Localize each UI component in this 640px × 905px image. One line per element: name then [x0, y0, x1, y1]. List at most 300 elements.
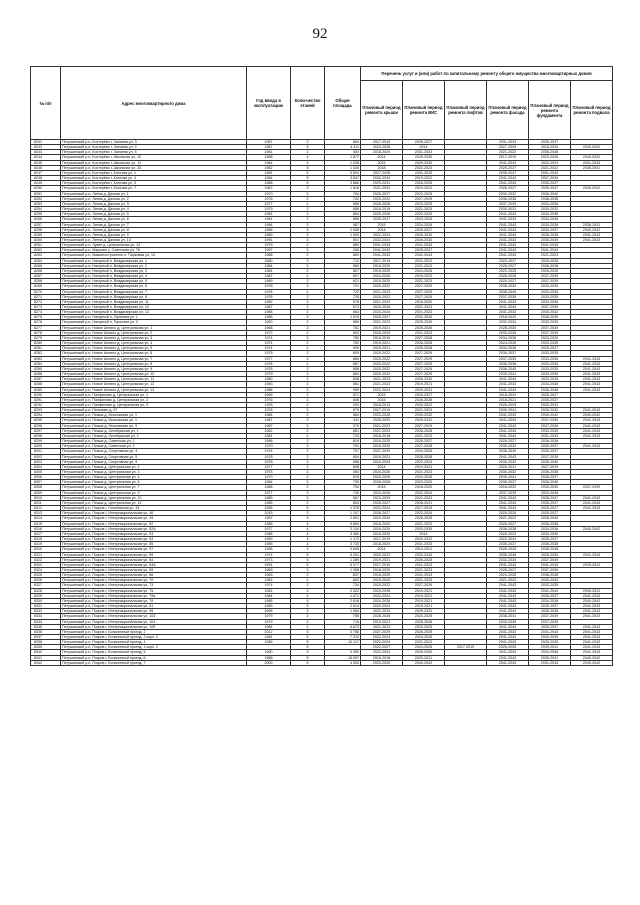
cell-roof: 2015 [361, 392, 403, 397]
cell-foundation: 2037-2039 [529, 279, 571, 284]
cell-facade: 2017-2019 [487, 155, 529, 160]
cell-vis: 2026-2028 [403, 397, 445, 402]
cell-address: Петушинский р-н, Покров г, Больничный проезд, 6 [61, 655, 247, 660]
cell-address: Петушинский р-н, Покров г, Интернациональная ул, 104 [61, 619, 247, 624]
cell-vis: 2027-2029 [403, 361, 445, 366]
cell-no: 8242 [31, 145, 61, 150]
cell-facade: 2030-2032 [487, 470, 529, 475]
cell-no: 8318 [31, 537, 61, 542]
cell-facade: 2026-2028 [487, 547, 529, 552]
cell-basement: 2041-2043 [571, 428, 613, 433]
cell-year: 1958 [247, 547, 291, 552]
cell-facade: 2036-2038 [487, 526, 529, 531]
cell-no: 8256 [31, 217, 61, 222]
cell-facade: 2030-2032 [487, 444, 529, 449]
cell-year: 1984 [247, 480, 291, 485]
cell-floors: 2 [291, 454, 325, 459]
cell-address: Петушинский р-н, Покров г, Больничный проезд, 4 [61, 640, 247, 645]
cell-roof: 2018-2020 [361, 521, 403, 526]
cell-area: 553 [325, 150, 361, 155]
cell-vis: 2024-2026 [403, 449, 445, 454]
cell-facade: 2041-2043 [487, 598, 529, 603]
cell-roof: 2021-2023 [361, 624, 403, 629]
cell-roof: 2024-2026 [361, 470, 403, 475]
cell-area: 370 [325, 423, 361, 428]
cell-no: 8279 [31, 335, 61, 340]
cell-roof: 2029-2031 [361, 181, 403, 186]
cell-address: Петушинский р-н, Покров г, Интернациональная ул, 64 [61, 557, 247, 562]
cell-facade: 2041-2043 [487, 588, 529, 593]
cell-address: Петушинский р-н, Нагорный п, Владимирская ул, 5 [61, 279, 247, 284]
cell-facade: 2037-2039 [487, 490, 529, 495]
cell-address: Петушинский р-н, Покров г, Интернациональная ул, 53 [61, 531, 247, 536]
cell-no: 8277 [31, 325, 61, 330]
cell-area: 721 [325, 284, 361, 289]
cell-foundation: 2036-2039 [529, 237, 571, 242]
cell-foundation: 2036-2038 [529, 150, 571, 155]
cell-address: Петушинский р-н, Липна д, Дачная ул, 7 [61, 222, 247, 227]
cell-area: 1 308 [325, 567, 361, 572]
cell-roof: 2021-2023 [361, 186, 403, 191]
cell-roof: 2022-2024 [361, 237, 403, 242]
cell-foundation: 2030-2031 [529, 402, 571, 407]
cell-roof: 2015 [361, 160, 403, 165]
cell-floors: 2 [291, 196, 325, 201]
cell-no: 8313 [31, 511, 61, 516]
cell-foundation: 2030-2032 [529, 578, 571, 583]
cell-basement: 2040-2042 [571, 660, 613, 665]
cell-roof: 2018-2014 [361, 402, 403, 407]
cell-foundation: 2039-2041 [529, 645, 571, 650]
cell-area: 764 [325, 191, 361, 196]
cell-roof: 2019-2021 [361, 325, 403, 330]
cell-no: 8338 [31, 640, 61, 645]
cell-year: 1990 [247, 320, 291, 325]
cell-basement: 2039-2041 [571, 562, 613, 567]
cell-no: 8245 [31, 160, 61, 165]
cell-roof: 2019-2020 [361, 268, 403, 273]
cell-vis: 2026-2028 [403, 557, 445, 562]
cell-foundation: 2036-2036 [529, 439, 571, 444]
cell-foundation: 2041-2043 [529, 588, 571, 593]
cell-address: Петушинский р-н, Панфилово д, Центральная ул, 3 [61, 402, 247, 407]
cell-year: 1970 [247, 475, 291, 480]
cell-floors: 5 [291, 145, 325, 150]
cell-area: 815 [325, 475, 361, 480]
cell-foundation: 2041-2043 [529, 248, 571, 253]
cell-no: 8307 [31, 480, 61, 485]
cell-basement: 2041-2043 [571, 160, 613, 165]
cell-roof: 2015 [361, 397, 403, 402]
cell-facade: 2018-2020 [487, 485, 529, 490]
cell-year: 1987 [247, 423, 291, 428]
cell-address: Петушинский р-н, Новое Аннино д, Центральная ул, 13 [61, 387, 247, 392]
cell-area: 10 117 [325, 640, 361, 645]
cell-roof: 2018-2020 [361, 567, 403, 572]
cell-roof: 2014 [361, 227, 403, 232]
cell-roof: 2024-2026 [361, 516, 403, 521]
cell-year: 1981 [247, 635, 291, 640]
cell-foundation: 2025-2027 [529, 392, 571, 397]
cell-address: Петушинский р-н, Панфилово д, Центральная ул, 1 [61, 392, 247, 397]
cell-vis: 2021-2023 [403, 567, 445, 572]
cell-foundation: 2033-2035 [529, 341, 571, 346]
cell-foundation: 2033-2035 [529, 377, 571, 382]
cell-floors: 2 [291, 573, 325, 578]
cell-vis: 2028-2030 [403, 237, 445, 242]
cell-foundation: 2034-2036 [529, 201, 571, 206]
cell-no: 8280 [31, 341, 61, 346]
cell-foundation: 2036-2038 [529, 263, 571, 268]
cell-roof: 2019-2021 [361, 454, 403, 459]
cell-facade: 2033-2035 [487, 619, 529, 624]
cell-floors: 2 [291, 578, 325, 583]
cell-roof: 2020-2022 [361, 356, 403, 361]
cell-floors: 2 [291, 418, 325, 423]
cell-year: 1974 [247, 341, 291, 346]
cell-roof: 2022-2024 [361, 604, 403, 609]
cell-basement: 2038-2041 [571, 222, 613, 227]
cell-area: 858 [325, 201, 361, 206]
cell-roof: 2019-2021 [361, 346, 403, 351]
cell-address: Петушинский р-н, Покров г, Интернациональная ул, 75 [61, 588, 247, 593]
cell-area: 3 866 [325, 181, 361, 186]
header-vis: Плановый период ремонта ВИС [403, 81, 445, 140]
cell-floors: 5 [291, 640, 325, 645]
cell-roof: 2017-2019 [361, 258, 403, 263]
cell-address: Петушинский р-н, Костерёво г, Школьная ул, 25 [61, 165, 247, 170]
cell-year: 1981 [247, 433, 291, 438]
cell-year: 1990 [247, 650, 291, 655]
cell-year: 1997 [247, 248, 291, 253]
cell-floors: 3 [291, 609, 325, 614]
header-area: Общая площадь [325, 67, 361, 140]
cell-floors: 5 [291, 604, 325, 609]
cell-facade: 2041-2043 [487, 377, 529, 382]
cell-area: 1 671 [325, 593, 361, 598]
cell-facade: 2031-2033 [487, 140, 529, 145]
cell-floors: 2 [291, 346, 325, 351]
cell-basement: 2041-2043 [571, 423, 613, 428]
cell-roof: 2019-2020 [361, 279, 403, 284]
cell-vis: 2021-2023 [403, 521, 445, 526]
cell-roof: 2021-2023 [361, 377, 403, 382]
cell-no: 8247 [31, 170, 61, 175]
cell-facade: 2041-2043 [487, 299, 529, 304]
cell-no: 8289 [31, 387, 61, 392]
cell-facade: 2041-2043 [487, 655, 529, 660]
cell-address: Петушинский р-н, Пекша д, Советская ул, 1 [61, 439, 247, 444]
cell-facade: 2039-2041 [487, 475, 529, 480]
cell-address: Петушинский р-н, Покров г, Больничный проезд, 2 [61, 629, 247, 634]
cell-basement: 2039-2041 [571, 588, 613, 593]
cell-floors: 2 [291, 480, 325, 485]
cell-no: 8252 [31, 196, 61, 201]
cell-floors: 2 [291, 377, 325, 382]
cell-year: 1970 [247, 444, 291, 449]
cell-roof: 2021-2023 [361, 289, 403, 294]
cell-year: 1978 [247, 284, 291, 289]
cell-floors: 2 [291, 382, 325, 387]
header-floors: Коли-чество этажей [291, 67, 325, 140]
cell-roof: 2027-2028 [361, 170, 403, 175]
cell-area: 268 [325, 248, 361, 253]
cell-area: 3 134 [325, 526, 361, 531]
cell-area: 673 [325, 305, 361, 310]
cell-year: 1986 [247, 439, 291, 444]
cell-address: Петушинский р-н, Покров г, Интернациональная ул, 70 [61, 578, 247, 583]
cell-no: 8278 [31, 330, 61, 335]
cell-area: 1 877 [325, 155, 361, 160]
cell-vis: 2018-2020 [403, 299, 445, 304]
cell-address: Петушинский р-н, Пекша д, Центральная ул, 2 [61, 464, 247, 469]
cell-foundation: 2037-2039 [529, 274, 571, 279]
cell-facade: 2025-2027 [487, 521, 529, 526]
cell-area: 959 [325, 387, 361, 392]
cell-roof: 2020-2022 [361, 583, 403, 588]
cell-vis: 2028-2030 [403, 232, 445, 237]
cell-no: 8308 [31, 485, 61, 490]
cell-roof: 2027-2029 [361, 629, 403, 634]
cell-no: 8332 [31, 609, 61, 614]
cell-elevators: 2017-2019 [445, 645, 487, 650]
cell-floors: 5 [291, 557, 325, 562]
cell-facade: 2025-2027 [487, 279, 529, 284]
cell-area: 3 260 [325, 650, 361, 655]
cell-address: Петушинский р-н, Нагорный п, Владимирская ул, 11 [61, 299, 247, 304]
cell-facade: 2030-2032 [487, 459, 529, 464]
cell-floors: 5 [291, 170, 325, 175]
cell-vis: 2027-2029 [403, 294, 445, 299]
cell-roof: 2022-2024 [361, 232, 403, 237]
cell-basement: 2041-2043 [571, 408, 613, 413]
cell-vis: 2021-2023 [403, 408, 445, 413]
cell-floors: 2 [291, 248, 325, 253]
cell-foundation: 2035-2037 [529, 537, 571, 542]
cell-roof: 2021-2023 [361, 382, 403, 387]
cell-foundation: 2034-2036 [529, 490, 571, 495]
cell-facade: 2041-2043 [487, 562, 529, 567]
cell-area: 3 730 [325, 542, 361, 547]
cell-year: 1985 [247, 542, 291, 547]
cell-year: 1979 [247, 372, 291, 377]
cell-facade: 2035-2037 [487, 170, 529, 175]
cell-foundation: 2037-2039 [529, 454, 571, 459]
cell-vis: 2029-2030 [403, 155, 445, 160]
cell-vis: 2029-2031 [403, 418, 445, 423]
cell-year: 1980 [247, 258, 291, 263]
cell-vis: 2029-2030 [403, 160, 445, 165]
cell-roof: 2022-2024 [361, 593, 403, 598]
cell-year: 1993 [247, 402, 291, 407]
cell-vis: 2024-2026 [403, 635, 445, 640]
cell-foundation: 2041-2043 [529, 660, 571, 665]
cell-roof: 2020-2022 [361, 552, 403, 557]
cell-address: Петушинский р-н, Покров г, Интернациональная ул, 105 [61, 624, 247, 629]
cell-area: 819 [325, 439, 361, 444]
cell-area: 3 788 [325, 629, 361, 634]
table-row [31, 660, 613, 665]
cell-address: Петушинский р-н, Новое Аннино д, Центральная ул, 9 [61, 366, 247, 371]
cell-floors: 2 [291, 464, 325, 469]
cell-roof: 2025-2027 [361, 217, 403, 222]
cell-floors: 2 [291, 335, 325, 340]
cell-foundation: 2035-2037 [529, 186, 571, 191]
cell-foundation: 2034-2036 [529, 212, 571, 217]
cell-foundation: 2037-2039 [529, 614, 571, 619]
cell-area: 722 [325, 289, 361, 294]
cell-no: 8249 [31, 181, 61, 186]
cell-address: Петушинский р-н, Нагорный п, Владимирская ул, 6 [61, 284, 247, 289]
cell-year: 1987 [247, 305, 291, 310]
cell-area: 3 460 [325, 531, 361, 536]
cell-year: 1962 [247, 578, 291, 583]
cell-no: 8283 [31, 356, 61, 361]
cell-area: 987 [325, 222, 361, 227]
cell-facade: 2022-2025 [487, 268, 529, 273]
cell-floors: 5 [291, 176, 325, 181]
cell-roof: 2020-2022 [361, 196, 403, 201]
cell-address: Петушинский р-н, Новое Аннино д, Центральная ул, 8 [61, 361, 247, 366]
cell-address: Петушинский р-н, Покров г, Больничный проезд, 3 корп. 2 [61, 635, 247, 640]
cell-area: 2 818 [325, 598, 361, 603]
cell-no: 8342 [31, 660, 61, 665]
cell-foundation: 2033-2035 [529, 372, 571, 377]
cell-foundation: 2023-2025 [529, 335, 571, 340]
cell-foundation: 2035-2037 [529, 140, 571, 145]
cell-vis: 2027-2029 [403, 196, 445, 201]
cell-basement: 2041-2043 [571, 495, 613, 500]
cell-no: 8286 [31, 372, 61, 377]
cell-floors: 2 [291, 397, 325, 402]
cell-roof: 2019-2020 [361, 578, 403, 583]
cell-floors: 2 [291, 413, 325, 418]
cell-no: 8305 [31, 470, 61, 475]
cell-year: 1981 [247, 212, 291, 217]
cell-basement: 2040-2042 [571, 526, 613, 531]
cell-area: 801 [325, 237, 361, 242]
cell-foundation: 2033-2035 [529, 284, 571, 289]
cell-roof: 2020-2022 [361, 372, 403, 377]
cell-vis: 2031-2033 [403, 150, 445, 155]
cell-foundation: 2033-2035 [529, 356, 571, 361]
cell-floors: 2 [291, 459, 325, 464]
cell-no: 8264 [31, 258, 61, 263]
cell-facade: 2041-2043 [487, 433, 529, 438]
cell-foundation: 2033-2035 [529, 366, 571, 371]
cell-facade: 2037-2039 [487, 201, 529, 206]
cell-floors: 5 [291, 181, 325, 186]
cell-year: 1984 [247, 593, 291, 598]
cell-foundation: 2037-2039 [529, 567, 571, 572]
cell-floors: 2 [291, 433, 325, 438]
cell-area: 707 [325, 449, 361, 454]
cell-vis: 2014 [403, 145, 445, 150]
cell-floors: 3 [291, 387, 325, 392]
cell-area: 785 [325, 614, 361, 619]
cell-facade: 2041-2043 [487, 604, 529, 609]
cell-roof: 2020-2022 [361, 361, 403, 366]
cell-foundation: 2033-2035 [529, 640, 571, 645]
cell-foundation: 2023-2026 [529, 155, 571, 160]
cell-floors: 2 [291, 485, 325, 490]
cell-year: 1985 [247, 521, 291, 526]
cell-area: 578 [325, 299, 361, 304]
cell-vis: 2028-2031 [403, 500, 445, 505]
cell-facade: 2041-2043 [487, 382, 529, 387]
cell-area: 791 [325, 444, 361, 449]
cell-no: 8268 [31, 279, 61, 284]
cell-foundation: 2030-2030 [529, 485, 571, 490]
cell-roof: 2022-2024 [361, 609, 403, 614]
cell-address: Петушинский р-н, Покров г, Интернациональная ул, 66 [61, 573, 247, 578]
cell-area: 1 515 [325, 315, 361, 320]
cell-vis: 2027-2029 [403, 423, 445, 428]
cell-vis: 2027-2029 [403, 356, 445, 361]
cell-vis: 2029-2031 [403, 609, 445, 614]
cell-address: Петушинский р-н, Новое Аннино д, Центральная ул, 5 [61, 346, 247, 351]
cell-address: Петушинский р-н, Костерёво г, Чапаева ул, 4 [61, 145, 247, 150]
cell-basement: 2040-2042 [571, 413, 613, 418]
cell-area: 403 [325, 402, 361, 407]
cell-floors: 2 [291, 325, 325, 330]
cell-area: 860 [325, 356, 361, 361]
cell-basement: 2041-2043 [571, 640, 613, 645]
cell-facade: 2041-2043 [487, 593, 529, 598]
cell-floors: 2 [291, 279, 325, 284]
cell-foundation: 2031-2033 [529, 433, 571, 438]
cell-area: 3 804 [325, 170, 361, 175]
cell-basement: 2038-2041 [571, 165, 613, 170]
cell-foundation: 2040-2042 [529, 310, 571, 315]
cell-year: 1979 [247, 207, 291, 212]
cell-floors: 4 [291, 537, 325, 542]
cell-facade: 2038-2040 [487, 284, 529, 289]
header-address: Адрес многоквартирного дома [61, 67, 247, 140]
cell-basement: 2040-2042 [571, 155, 613, 160]
cell-year: 1987 [247, 516, 291, 521]
cell-floors: 2 [291, 500, 325, 505]
cell-address: Петушинский р-н, Лукин д, Центральная ул, 12 [61, 243, 247, 248]
cell-floors: 4 [291, 516, 325, 521]
cell-address: Петушинский р-н, Новое Аннино д, Центральная ул, 12 [61, 382, 247, 387]
cell-vis: 2021-2023 [403, 279, 445, 284]
cell-foundation: 2036-2038 [529, 573, 571, 578]
cell-roof: 2022-2024 [361, 387, 403, 392]
cell-floors: 5 [291, 506, 325, 511]
cell-vis: 2026-2028 [403, 428, 445, 433]
cell-year: 1983 [247, 382, 291, 387]
cell-year: 1975 [247, 351, 291, 356]
cell-area: 7 312 [325, 635, 361, 640]
cell-foundation: 2039-2041 [529, 655, 571, 660]
cell-address: Петушинский р-н, Костерёво г, Котлова ул, 7 [61, 186, 247, 191]
cell-vis: 2025-2027 [403, 248, 445, 253]
cell-area: 869 [325, 253, 361, 258]
cell-address: Петушинский р-н, Новое Аннино д, Центральная ул, 2 [61, 330, 247, 335]
cell-year: 1985 [247, 227, 291, 232]
cell-floors: 2 [291, 428, 325, 433]
cell-facade: 2037-2039 [487, 294, 529, 299]
cell-roof: 2026-2026 [361, 212, 403, 217]
cell-floors: 2 [291, 366, 325, 371]
cell-area: 805 [325, 346, 361, 351]
cell-facade: 2039-2041 [487, 372, 529, 377]
cell-floors: 2 [291, 263, 325, 268]
cell-year: 1974 [247, 346, 291, 351]
cell-year: 1985 [247, 495, 291, 500]
cell-floors: 2 [291, 624, 325, 629]
